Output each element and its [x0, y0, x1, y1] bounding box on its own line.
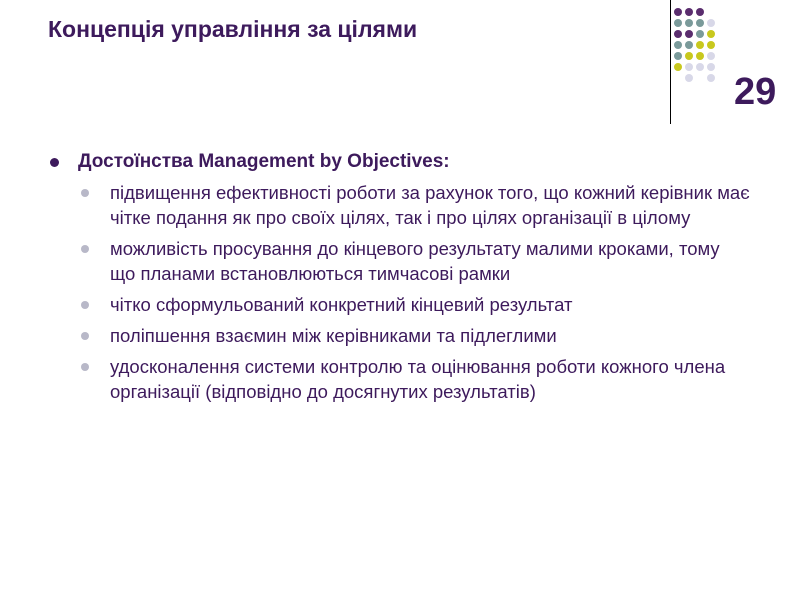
- decorative-dot: [696, 52, 704, 60]
- slide-number: 29: [734, 71, 777, 113]
- decorative-dot: [707, 30, 715, 38]
- decorative-dot: [707, 41, 715, 49]
- sub-bullet-icon: [81, 332, 89, 340]
- decorative-dot: [674, 19, 682, 27]
- vertical-divider: [670, 0, 671, 124]
- sub-bullet-item: [48, 292, 750, 317]
- decorative-dot: [696, 30, 704, 38]
- decorative-dot: [674, 52, 682, 60]
- sub-bullet-text: чітко сформульований конкретний кінцевий результат: [110, 294, 573, 315]
- decorative-dot: [707, 63, 715, 71]
- decorative-dot: [696, 8, 704, 16]
- sub-bullet-text: можливість просування до кінцевого результату малими кроками, тому що планами встановлюються тимчасові рамки: [110, 238, 720, 284]
- decorative-dot: [685, 52, 693, 60]
- sub-bullet-icon: [81, 245, 89, 253]
- sub-bullet-icon: [81, 301, 89, 309]
- decorative-dot: [707, 19, 715, 27]
- sub-bullet-item: [48, 323, 750, 348]
- decorative-dot: [674, 8, 682, 16]
- decorative-dot: [674, 63, 682, 71]
- decorative-dot: [685, 19, 693, 27]
- sub-bullet-item: [48, 180, 750, 230]
- decorative-dot: [707, 74, 715, 82]
- decorative-dot: [685, 8, 693, 16]
- decorative-dot: [674, 41, 682, 49]
- sub-bullet-icon: [81, 363, 89, 371]
- slide-content: [48, 148, 748, 410]
- sub-bullet-text: підвищення ефективності роботи за рахунок того, що кожний керівник має чітке подання як про своїх цілях, так і про цілях організації в цілому: [110, 182, 750, 228]
- sub-bullet-icon: [81, 189, 89, 197]
- decorative-dot: [696, 63, 704, 71]
- decorative-dot: [685, 74, 693, 82]
- main-bullet-item: [48, 148, 748, 176]
- sub-bullet-item: [48, 354, 750, 404]
- decorative-dot: [674, 30, 682, 38]
- main-bullet-icon: [50, 158, 59, 167]
- decorative-dot: [685, 63, 693, 71]
- sub-bullet-text: удосконалення системи контролю та оцінювання роботи кожного члена організації (відповідно до досягнутих результатів): [110, 356, 726, 402]
- decorative-dot: [685, 30, 693, 38]
- sub-bullet-text: поліпшення взаємин між керівниками та підлеглими: [110, 325, 557, 346]
- decorative-dot: [685, 41, 693, 49]
- decorative-dot: [707, 52, 715, 60]
- decorative-dot: [696, 19, 704, 27]
- sub-bullet-item: [48, 236, 750, 286]
- main-bullet-text: Достоїнства Management by Objectives:: [78, 151, 450, 172]
- decorative-dot: [696, 41, 704, 49]
- slide-title: Концепція управління за цілями: [48, 16, 418, 42]
- sub-bullet-list: [48, 180, 748, 404]
